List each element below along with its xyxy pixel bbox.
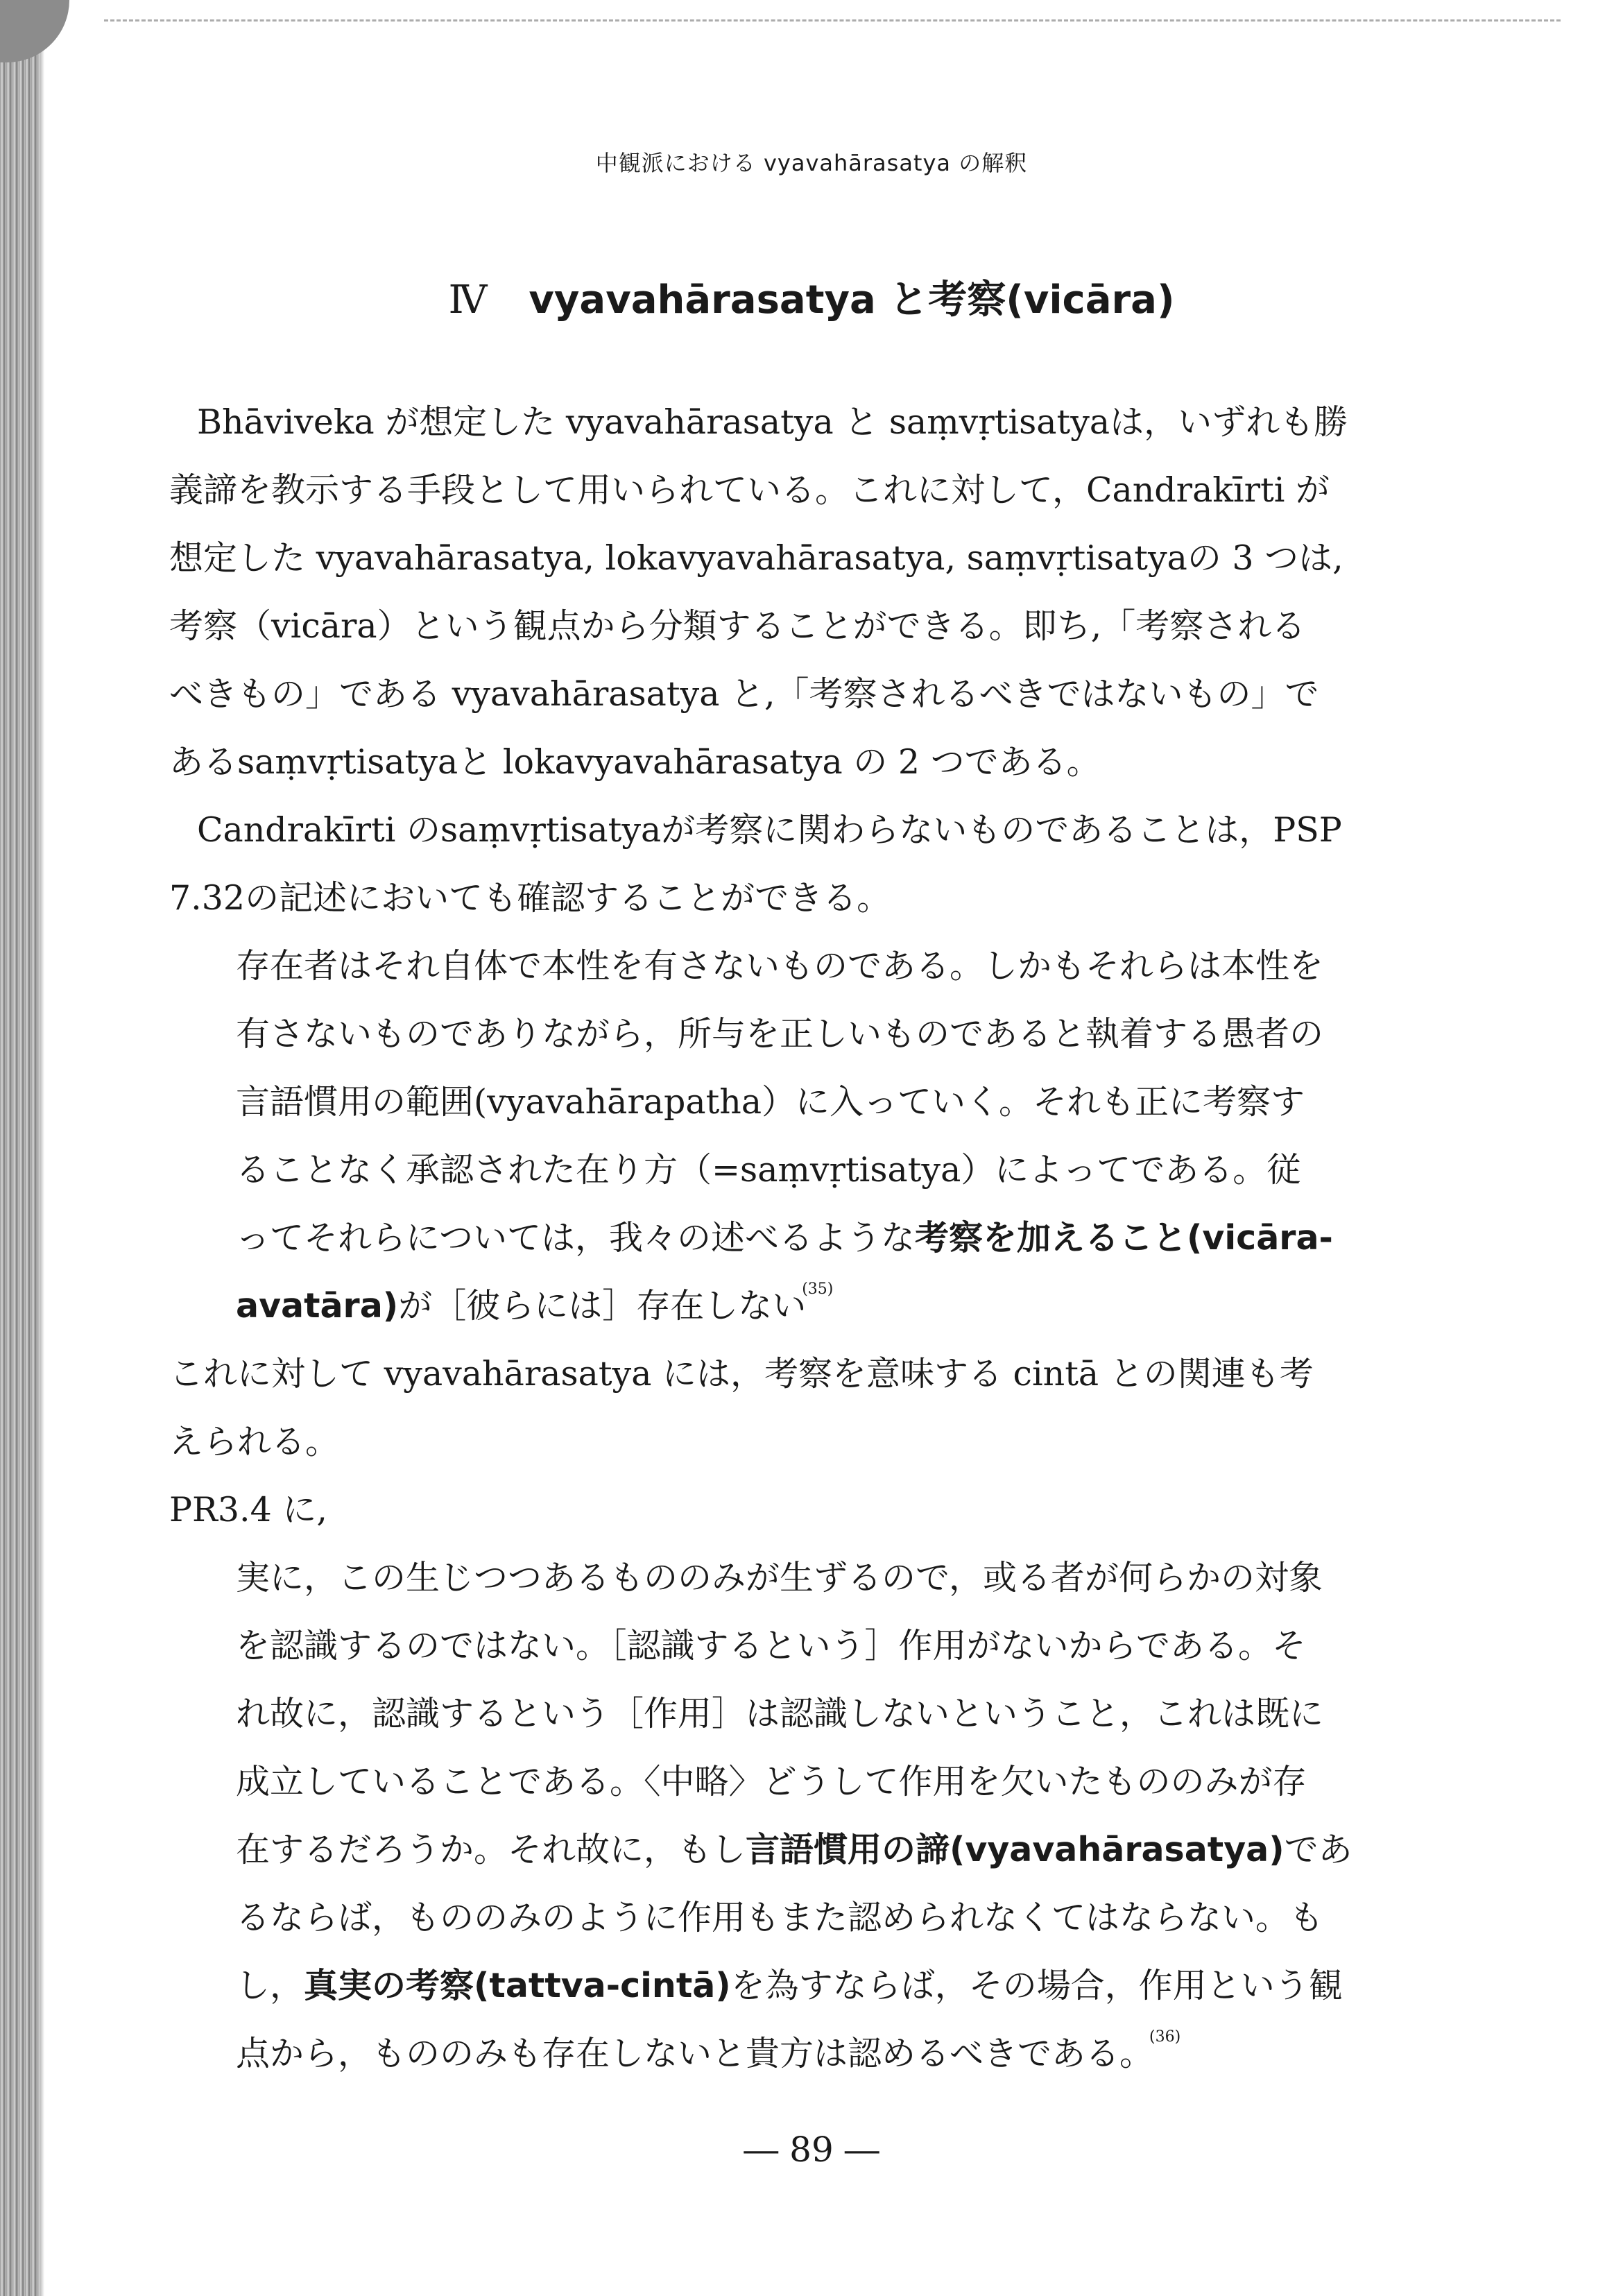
quote2-line — [236, 1952, 1397, 2020]
quote1-plain: ってそれらについては，我々の述べるような — [236, 1218, 916, 1258]
paragraph2-line: Candrakīrti のsaṃvṛtisatyaが考察に関わらないものであることは，PSP — [197, 810, 1342, 850]
quote2-emphasis: 真実の考察(tattva-cintā) — [304, 1966, 731, 2005]
paragraph2-line: 7.32の記述においても確認することができる。 — [169, 878, 891, 918]
page-corner-curl — [0, 0, 69, 62]
quote1-line: 有さないものでありながら，所与を正しいものであると執着する愚者の — [236, 1014, 1324, 1054]
quote2-line: を認識するのではない。［認識するという］作用がないからである。そ — [236, 1626, 1307, 1665]
quote1-line: ることなく承認された在り方（=saṃvṛtisatya）によってである。従 — [236, 1150, 1301, 1190]
quote2-line: れ故に，認識するという［作用］は認識しないということ，これは既に — [236, 1694, 1324, 1733]
paragraph1-line: あるsaṃvṛtisatyaと lokavyavahārasatya の 2 つである。 — [169, 742, 1101, 782]
binding-shadow — [40, 0, 44, 2296]
paragraph1-line: 義諦を教示する手段として用いられている。これに対して，Candrakīrti が — [169, 470, 1330, 510]
quote2-plain: を為すならば，その場合，作用という観 — [730, 1966, 1343, 2005]
quote1-line: 存在者はそれ自体で本性を有さないものである。しかもそれらは本性を — [236, 946, 1324, 986]
section-title-text: vyavahārasatya と考察(vicāra) — [529, 277, 1175, 323]
quote1-line — [236, 1204, 1397, 1272]
quote1-line: 言語慣用の範囲(vyavahārapatha）に入っていく。それも正に考察す — [236, 1082, 1305, 1122]
running-head: 中観派における vyavahārasatya の解釈 — [595, 150, 1028, 176]
paragraph3-line: えられる。 — [169, 1422, 340, 1462]
paragraph1-line: 想定した vyavahārasatya, lokavyavahārasatya, saṃvṛtisatyaの 3 つは, — [169, 538, 1343, 578]
quote2-line-last — [236, 2020, 1397, 2095]
quote1-line — [236, 1272, 1397, 1347]
quote2-line — [236, 1816, 1397, 1884]
quote2-line: 実に，この生じつつあるもののみが生ずるので，或る者が何らかの対象 — [236, 1558, 1323, 1597]
footnote-ref-36: (36) — [1149, 2028, 1181, 2046]
quote2-emphasis: 言語慣用の諦(vyavahārasatya) — [746, 1830, 1285, 1869]
quote1-emphasis: avatāra) — [236, 1286, 399, 1326]
section-title — [0, 269, 1623, 325]
page-number: ― 89 ― — [744, 2130, 879, 2170]
quote2-plain: 点から，もののみも存在しないと貴方は認めるべきである。 — [236, 2034, 1154, 2073]
book-binding-edge — [0, 0, 40, 2296]
quote2-plain: し， — [236, 1966, 304, 2005]
quote1-plain: が［彼らには］存在しない — [398, 1286, 807, 1326]
pr-reference-label: PR3.4 に, — [169, 1490, 327, 1530]
paragraph1-line: Bhāviveka が想定した vyavahārasatya と saṃvṛtisatyaは，いずれも勝 — [197, 402, 1348, 442]
paragraph3-line: これに対して vyavahārasatya には，考察を意味する cintā との関連も考 — [169, 1354, 1314, 1394]
scan-top-marks — [104, 19, 1561, 38]
paragraph1-line: 考察（vicāra）という観点から分類することができる。即ち,「考察される — [169, 606, 1306, 646]
quote2-line: るならば，もののみのように作用もまた認められなくてはならない。も — [236, 1898, 1324, 1937]
quote2-plain: であ — [1284, 1830, 1352, 1869]
footnote-ref-35: (35) — [802, 1280, 834, 1298]
quote2-line: 成立していることである。〈中略〉どうして作用を欠いたもののみが存 — [236, 1762, 1307, 1801]
quote2-plain: 在するだろうか。それ故に，もし — [236, 1830, 746, 1869]
quote1-emphasis: 考察を加えること(vicāra- — [915, 1218, 1333, 1258]
section-number: Ⅳ — [448, 277, 488, 323]
paragraph1-line: べきもの」である vyavahārasatya と,「考察されるべきではないもの」で — [169, 674, 1319, 714]
